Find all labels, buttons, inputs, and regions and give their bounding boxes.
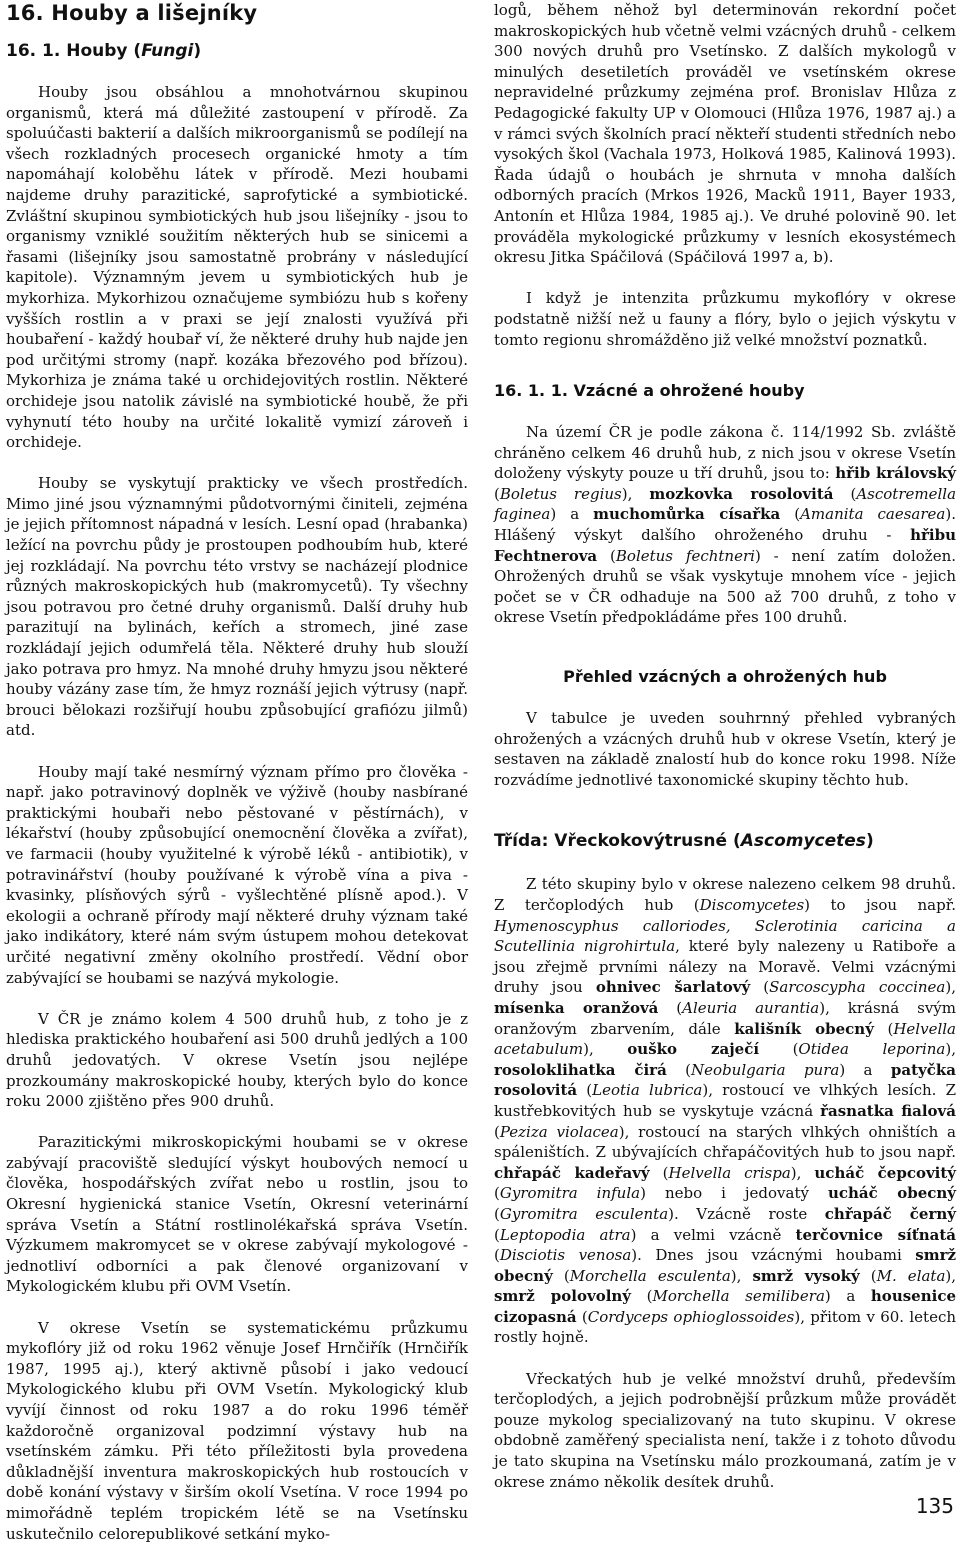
paragraph-parasitic: Parazitickými mikroskopickými houbami se v okrese zabývají pracoviště sledující výskyt houbových nemocí u člověka, hospodářských zvířat nebo u rostlin, jsou to Okresní hygienická stanice Vsetín, Okresní veterinární správa Vsetín a Státní rostlinolékařská správa Vsetín. Výzkumem makromycet se v okrese zabývají mykologové - jednotliví odborníci a pak členové organizovaní v Mykologickém klubu při OVM Vsetín. [6,1133,468,1296]
paragraph-ascomycetes: Z této skupiny bylo v okrese nalezeno celkem 98 druhů. Z terčoplodých hub (Discomycetes) to jsou např. Hymenoscyphus calloriodes, Sclerotinia caricina a Scutellinia nigrohirtula, které byly nalezeny u Ratiboře a jsou zřejmě prvními nálezy na Moravě. Velmi vzácnými druhy jsou ohnivec šarlatový (Sarcoscypha coccinea), mísenka oranžová (Aleuria aurantia), krásná svým oranžovým zbarvením, dále kališník obecný (Helvella acetabulum), ouško zaječí (Otidea leporina), rosoloklihatka čirá (Neobulgaria pura) a patyčka rosolovitá (Leotia lubrica), rostoucí ve vlhkých lesích. Z kustřebkovitých hub se vyskytuje vzácná řasnatka fialová (Peziza violacea), rostoucí na starých vlhkých ohništích a spáleništích. Z ubývajících chřapáčovitých hub to jsou např. chřapáč kadeřavý (Helvella crispa), ucháč čepcovitý (Gyromitra infula) nebo i jedovatý ucháč obecný (Gyromitra esculenta). Vzácně roste chřapáč černý (Leptopodia atra) a velmi vzácně terčovnice síťnatá (Disciotis venosa). Dnes jsou vzácnými houbami smrž obecný (Morchella esculenta), smrž vysoký (M. elata), smrž polovolný (Morchella semilibera) a housenice cizopasná (Cordyceps ophioglossoides), přitom v 60. letech rostly hojně. [494,875,957,1347]
paragraph-overview: V tabulce je uveden souhrnný přehled vybraných ohrožených a vzácných druhů hub v okrese Vsetín, který je sestaven na základě znalostí hub do konce roku 1998. Níže rozvádíme jednotlivé taxonomické skupiny těchto hub. [494,709,956,789]
paragraph-human-importance: Houby mají také nesmírný význam přímo pro člověka - např. jako potravinový doplněk ve výživě (houby nasbírané praktickými houbaři nebo pěstované v pěstírnách), v lékařství (houby způsobující onemocnění člověka a zvířat), ve farmacii (houby využitelné k výrobě léků - antibiotik), v potravinářství (houby používané k výrobě vína a piva - kvasinky, plísňových sýrů - vyšlechtěné plísně apod.). V ekologii a ochraně přírody mají některé druhy význam také jako indikátory, které nám svým ústupem mohou detekovat určité negativní změny okolního prostředí. Vědní obor zabývající se houbami se nazývá mykologie. [6,762,468,987]
paragraph-research-history: V okrese Vsetín se systematickému průzkumu mykoflóry již od roku 1962 věnuje Josef Hrnčiřík (Hrnčiřík 1987, 1995 aj.), který aktivně působí i jako vedoucí Mykologického klubu při OVM Vsetín. Mykologický klub vyvíjí činnost od roku 1987 a do roku 1996 téměř každoročně organizoval podzimní výstavy hub na vsetínském zámku. Při této příležitosti byla provedena důkladnější inventura makroskopických hub rostoucích v době konání výstavy v širším okolí Vsetína. V roce 1994 po mimořádně teplém tropickém létě se na Vsetínsku uskutečnilo celorepublikové setkání myko- [6,1318,468,1543]
paragraph-continued: logů, během něhož byl determinován rekordní počet makroskopických hub včetně velmi vzácných druhů - celkem 300 nových druhů pro Vsetínsko. Z dalších mykologů v minulých desetiletích prováděl ve vsetínském okrese nepravidelné průzkumy zejména prof. Bronislav Hlůza z Pedagogické fakulty UP v Olomouci (Hlůza 1976, 1987 aj.) a v rámci svých školních prací někteří studenti středních nebo vysokých škol (Vachala 1973, Holková 1985, Kalinová 1993). Řada údajů o houbách je shrnuta v mnoha dalších odborných pracích (Mrkos 1926, Macků 1911, Bayer 1933, Antonín et Hlůza 1984, 1985 aj.). Ve druhé polovině 90. let prováděla mykologické průzkumy v lesních ekosystémech okresu Jitka Spáčilová (Spáčilová 1997 a, b). [494,1,956,267]
chapter-title: 16. Houby a lišejníky [6,1,258,25]
right-column [494,0,956,1492]
paragraph-habitats: Houby se vyskytují prakticky ve všech prostředích. Mimo jiné jsou významnými půdotvornými činiteli, zejména je jejich přítomnost nápadná v lesích. Lesní opad (hrabanka) ležící na povrchu půdy je prostoupen podhoubím hub, které jej rozkládají. Na povrchu této vrstvy se nacházejí plodnice různých makroskopických hub (makromycetů). Ty všechny jsou potravou pro četné druhy organismů. Další druhy hub parazitují na bylinách, keřích a stromech, jiné zase rozkládají jejich odumřelá těla. Některé druhy hub slouží jako potrava pro hmyz. Na mnohé druhy hmyzu jsou některé houby vázány zase tím, že hmyz roznáší jejich výtrusy (např. brouci bělokazi rozšiřují houbu způsobující grafiózu jilmů) atd. [6,474,468,740]
paragraph-knowledge: I když je intenzita průzkumu mykoflóry v okrese podstatně nižší než u fauny a flóry, bylo o jejich výskytu v tomto regionu shromážděno již velké množství poznatků. [494,289,956,349]
page-number: 135 [915,1494,954,1518]
section-title: 16. 1. Houby (Fungi) [6,41,202,61]
heading-rare-fungi: 16. 1. 1. Vzácné a ohrožené houby [494,381,805,401]
paragraph-ascomycetes-research: Vřeckatých hub je velké množství druhů, především terčoplodých, a jejich podrobnější průzkum může provádět pouze mykolog specializovaný na tuto skupinu. V okrese obdobně zaměřený specialista není, takže i z tohoto důvodu je tato skupina na Vsetínsku málo prozkoumaná, zatím je v okrese známo několik desítek druhů. [494,1369,956,1491]
heading-overview: Přehled vzácných a ohrožených hub [563,667,887,687]
heading-ascomycetes: Třída: Vřeckokovýtrusné (Ascomycetes) [494,831,874,852]
left-column [6,0,468,1544]
paragraph-species-count: V ČR je známo kolem 4 500 druhů hub, z toho je z hlediska praktického houbaření asi 500 druhů jedlých a 100 druhů jedovatých. V okrese Vsetín jsou nejlépe prozkoumány makroskopické houby, kterých bylo do konce roku 2000 zjištěno přes 900 druhů. [6,1009,468,1111]
paragraph-intro: Houby jsou obsáhlou a mnohotvárnou skupinou organismů, která má důležité zastoupení v přírodě. Za spoluúčasti bakterií a dalších mikroorganismů se podílejí na všech rozkladných procesech organické hmoty a tím napomáhají koloběhu látek v přírodě. Mezi houbami najdeme druhy parazitické, saprofytické a symbiotické. Zvláštní skupinou symbiotických hub jsou lišejníky - jsou to organismy vzniklé soužitím některých hub se sinicemi a řasami (lišejníky jsou samostatně probrány v následující kapitole). Významným jevem u symbiotických hub je mykorhiza. Mykorhizou označujeme symbiózu hub s kořeny vyšších rostlin a v praxi se její znalosti využívá při houbaření - každý houbař ví, že některé druhy hub najde jen pod určitými stromy (např. kozáka březového pod břízou). Mykorhiza je známa také u orchidejovitých rostlin. Některé orchideje jsou natolik závislé na symbiotické houbě, že při vyhynutí této houby na určité lokalitě vymizí zároveň i orchideje. [6,83,468,452]
paragraph-protected: Na území ČR je podle zákona č. 114/1992 Sb. zvláště chráněno celkem 46 druhů hub, z nich jsou v okrese Vsetín doloženy výskyty pouze u tří druhů, jsou to: hřib královský (Boletus regius), mozkovka rosolovitá (Ascotremella faginea) a muchomůrka císařka (Amanita caesarea). Hlášený výskyt dalšího ohroženého druhu - hřibu Fechtnerova (Boletus fechtneri) - není zatím doložen. Ohrožených druhů se však vyskytuje mnohem více - jejich počet se v ČR odhaduje na 500 až 700 druhů, z toho v okrese Vsetín předpokládáme přes 100 druhů. [494,423,957,627]
